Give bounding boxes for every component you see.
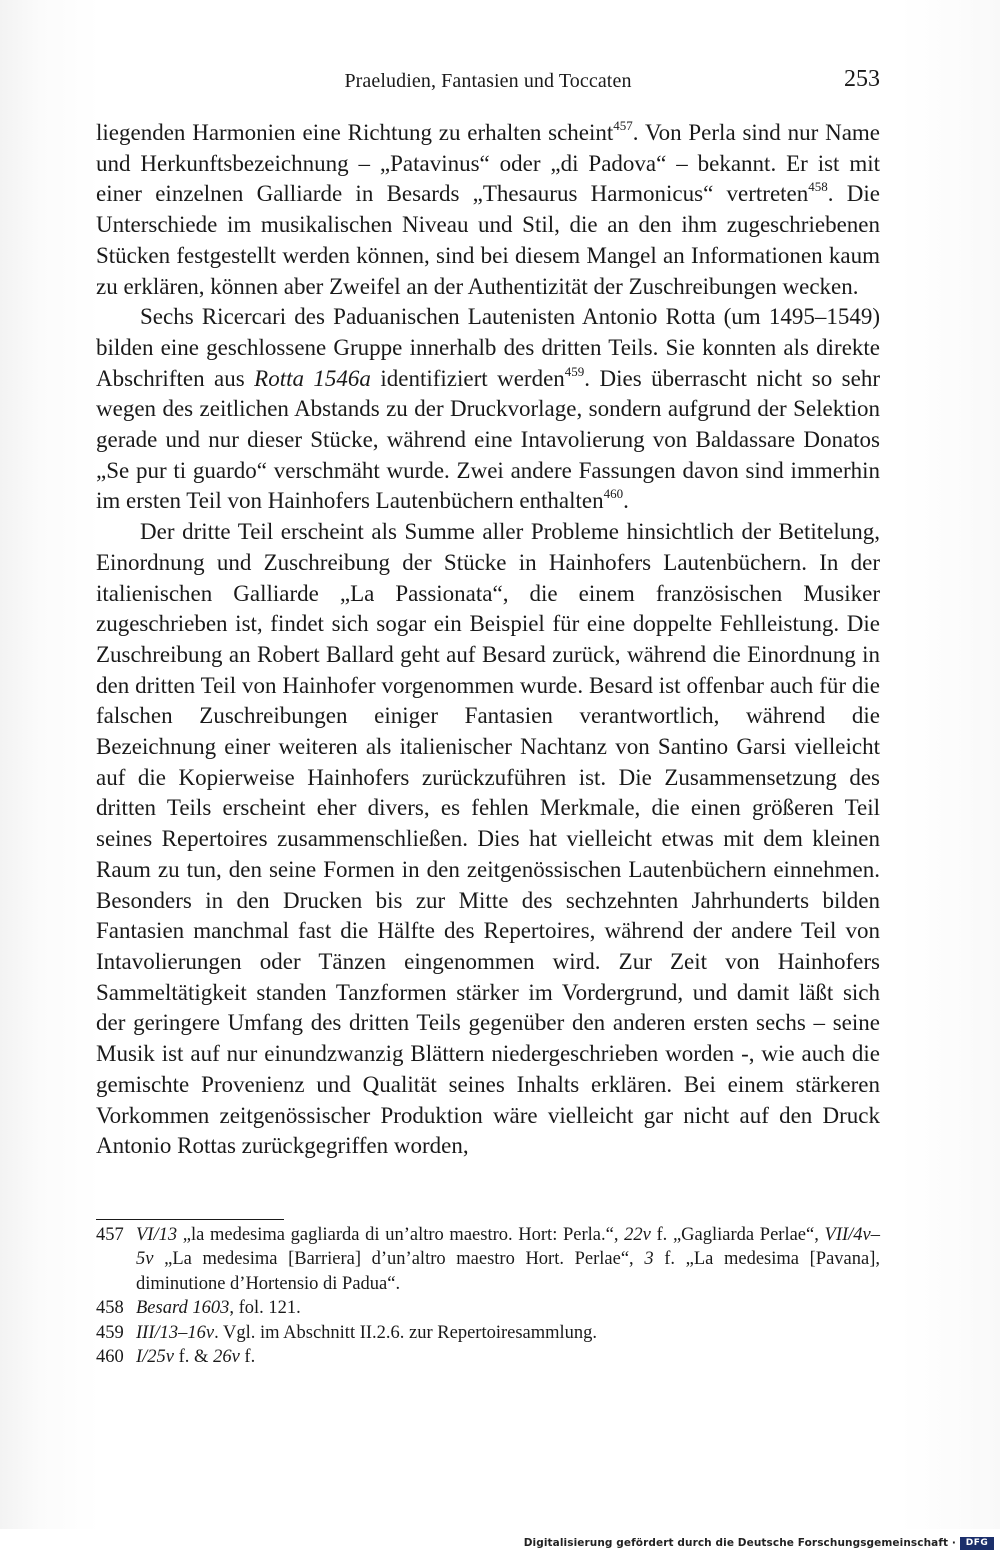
footnote-number: 458 — [96, 1298, 124, 1319]
footnote-reference: 459 — [564, 363, 585, 379]
italic-text: VII/4v–5v — [136, 1225, 880, 1270]
footnote-separator — [96, 1219, 284, 1220]
footnote-reference: 458 — [808, 179, 828, 195]
dfg-logo: DFG — [960, 1537, 994, 1550]
footnote — [96, 1321, 880, 1345]
footnote-text: VI/13 „la medesima gagliarda di un’altro maestro. Hort: Perla.“, 22v f. „Gagliarda Perlae“, VII/4v–5v „La medesima [Barriera] d’un’altro maestro Hort. Perlae“, 3 f. „La medesima [Pavana], diminutione d’Hortensio di Padua“. — [136, 1225, 880, 1294]
footnote-text: I/25v f. & 26v f. — [136, 1347, 256, 1368]
footnote-text: Besard 1603, fol. 121. — [136, 1298, 301, 1319]
footnote-number: 459 — [96, 1322, 124, 1343]
page-header — [96, 66, 880, 102]
footnote-reference: 460 — [603, 486, 624, 502]
italic-text: Rotta 1546a — [254, 365, 371, 391]
footnote — [96, 1296, 880, 1320]
footnote-text: III/13–16v. Vgl. im Abschnitt II.2.6. zur Repertoiresammlung. — [136, 1322, 598, 1343]
italic-text: 26v — [213, 1347, 240, 1368]
page-number: 253 — [844, 66, 880, 92]
footnotes — [96, 1223, 880, 1369]
italic-text: III/13–16v — [136, 1322, 215, 1343]
paragraph: Sechs Ricercari des Paduanischen Lautenisten Antonio Rotta (um 1495–1549) bilden eine geschlossene Gruppe innerhalb des dritten Teils. Sie konnten als direkte Abschriften aus Rotta 1546a identifiziert werden$^{459}$. Dies überrascht nicht so sehr wegen des zeitlichen Abstands zu der Druckvorlage, sondern aufgrund der Selektion gerade und nur dieser Stücke, während eine Intavolierung von Baldassare Donatos „Se pur ti guardo“ verschmäht wurde. Zwei andere Fassungen davon sind immerhin im ersten Teil von Hainhofers Lautenbüchern enthalten$^{460}$. — [96, 304, 880, 514]
italic-text: VI/13 — [136, 1225, 178, 1245]
paragraph: liegenden Harmonien eine Richtung zu erhalten scheint$^{457}$. Von Perla sind nur Name und Herkunftsbezeichnung – „Patavinus“ oder „di Padova“ – bekannt. Er ist mit einer einzelnen Galliarde in Besards „Thesaurus Harmonicus“ vertreten$^{458}$. Die Unterschiede im musikalischen Niveau und Stil, die an den ihm zugeschriebenen Stücken festgestellt werden können, sind bei diesem Mangel an Informationen kaum zu erklären, können aber Zweifel an der Authentizität der Zuschreibungen wecken. — [96, 118, 880, 299]
italic-text: I/25v — [136, 1347, 175, 1368]
running-title: Praeludien, Fantasien und Toccaten — [344, 70, 632, 92]
digitization-bar — [0, 1529, 1000, 1555]
footnote — [96, 1345, 880, 1369]
italic-text: Besard 1603 — [136, 1298, 230, 1319]
footnote-reference: 457 — [613, 118, 633, 133]
footnote-number: 460 — [96, 1347, 124, 1368]
body-text — [96, 118, 880, 1162]
paragraph: Der dritte Teil erscheint als Summe aller Probleme hinsichtlich der Betitelung, Einordnung und Zuschreibung der Stücke in Hainhofers Lautenbüchern. In der italienischen Galliarde „La Passionata“, die einem französischen Musiker zugeschrieben ist, findet sich sogar ein Beispiel für eine doppelte Fehlleistung. Die Zuschreibung an Robert Ballard geht auf Besard zurück, während die Einordnung in den dritten Teil von Hainhofer vorgenommen wurde. Besard ist offenbar auch für die falschen Zuschreibungen einiger Fantasien verantwortlich, während die Bezeichnung einer weiteren als italienischer Nachtanz von Santino Garsi vielleicht auf die Kopierweise Hainhofers zurückzuführen ist. Die Zusammensetzung des dritten Teils erscheint eher divers, es fehlen Merkmale, die einen größeren Teil seines Repertoires zusammenschließen. Dies hat vielleicht etwas mit dem kleinen Raum zu tun, den seine Formen in den zeitgenössischen Lautenbüchern einnehmen. Besonders in den Drucken bis zur Mitte des sechzehnten Jahrhunderts bilden Fantasien manchmal fast die Hälfte des Repertoires, während der andere Teil von Intavolierungen oder Tänzen eingenommen wird. Zur Zeit von Hainhofers Sammeltätigkeit standen Tanzformen stärker im Vordergrund, und damit läßt sich der geringere Umfang des dritten Teils gegenüber den anderen ersten sechs – seine Musik ist auf nur einundzwanzig Blättern niedergeschrieben worden -, wie auch die gemischte Provenienz und Qualität seines Inhalts erklären. Bei einem stärkeren Vorkommen zeitgenössischer Produktion wäre vielleicht gar nicht auf den Druck Antonio Rottas zurückgegriffen worden, — [96, 519, 880, 1159]
italic-text: 22v — [624, 1225, 651, 1245]
footnote — [96, 1223, 880, 1296]
footnote-number: 457 — [96, 1225, 124, 1245]
italic-text: 3 — [644, 1249, 654, 1270]
digitization-note: Digitalisierung gefördert durch die Deutsche Forschungsgemeinschaft · — [523, 1537, 956, 1549]
